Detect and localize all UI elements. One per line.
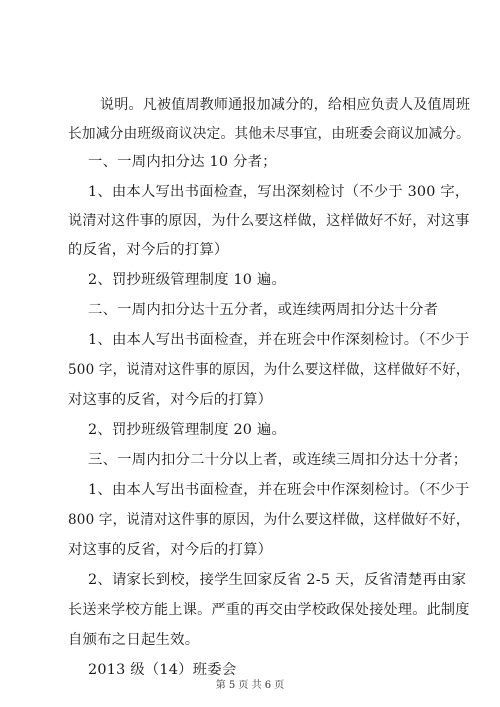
paragraph-line: 说明。凡被值周教师通报加减分的，给相应负责人及值周班 [100, 97, 471, 113]
paragraph-line: 2、罚抄班级管理制度 10 遍。 [88, 272, 287, 288]
paragraph-line: 800 字，说清对这件事的原因，为什么要这样做，这样做好不好， [68, 512, 470, 528]
paragraph-line: 长送来学校方能上课。严重的再交由学校政保处接处理。此制度 [68, 602, 470, 618]
section-heading: 一、一周内扣分达 10 分者； [88, 154, 277, 170]
paragraph-line: 长加减分由班级商议决定。其他未尽事宜，由班委会商议加减分。 [68, 126, 470, 142]
paragraph-line: 1、由本人写出书面检查，写出深刻检讨（不少于 300 字， [88, 184, 470, 200]
paragraph-line: 说清对这件事的原因，为什么要这样做，这样做好不好，对这事 [68, 213, 470, 229]
section-heading: 三、一周内扣分二十分以上者，或连续三周扣分达十分者； [88, 452, 468, 468]
signature-line: 2013 级（14）班委会 [88, 662, 237, 678]
section-heading: 二、一周内扣分达十五分者，或连续两周扣分达十分者 [88, 302, 439, 318]
paragraph-line: 自颁布之日起生效。 [68, 632, 200, 648]
page-number-footer: 第 5 页 共 6 页 [215, 680, 285, 691]
paragraph-line: 1、由本人写出书面检查，并在班会中作深刻检讨。（不少于 [88, 482, 470, 498]
paragraph-line: 对这事的反省，对今后的打算） [68, 392, 273, 408]
paragraph-line: 对这事的反省，对今后的打算） [68, 542, 273, 558]
paragraph-line: 1、由本人写出书面检查，并在班会中作深刻检讨。（不少于 [88, 332, 470, 348]
paragraph-line: 2、罚抄班级管理制度 20 遍。 [88, 422, 287, 438]
paragraph-line: 的反省，对今后的打算） [68, 242, 229, 258]
paragraph-line: 500 字，说清对这件事的原因，为什么要这样做，这样做好不好， [68, 362, 470, 378]
paragraph-line: 2、请家长到校，接学生回家反省 2-5 天，反省清楚再由家 [88, 572, 467, 588]
